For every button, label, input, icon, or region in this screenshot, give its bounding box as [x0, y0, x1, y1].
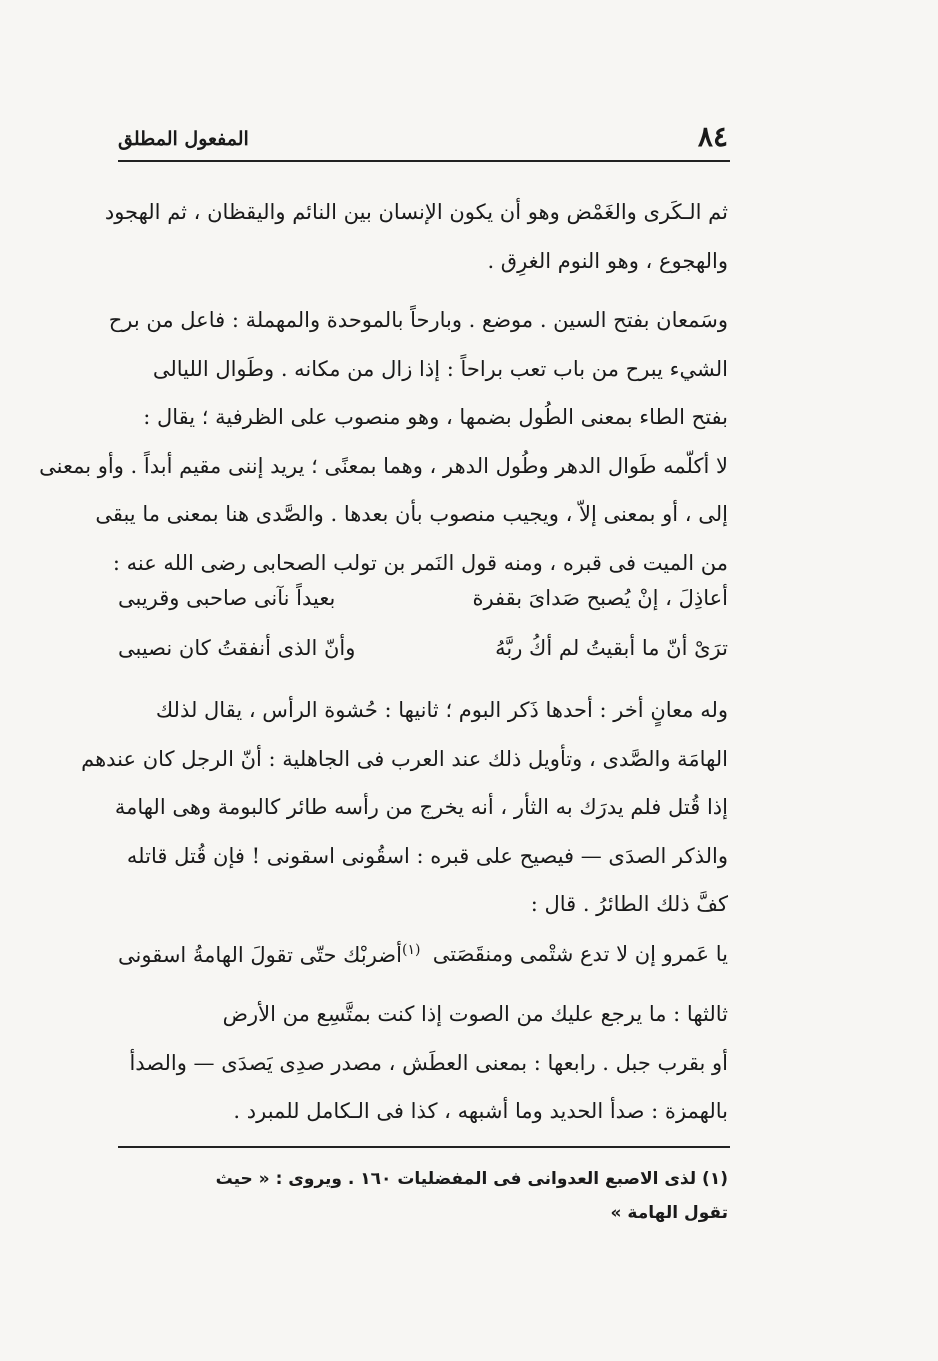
verse-line-2 — [118, 636, 728, 686]
text-line: ثم الـكَرى والغَمْض وهو أن يكون الإنسان بين النائم واليقظان ، ثم الهجود — [104, 200, 728, 224]
paragraph-2 — [39, 296, 728, 587]
verse-line-3 — [118, 942, 728, 992]
footnote-divider — [118, 1146, 730, 1148]
paragraph-1 — [104, 188, 728, 285]
text-line: ثالثها : ما يرجع عليك من الصوت إذا كنت بمتَّسِع من الأرض — [222, 1002, 728, 1026]
text-line: بالهمزة : صدأ الحديد وما أشبهه ، كذا فى الـكامل للمبرد . — [233, 1099, 728, 1123]
footnote-marker: (١) — [401, 942, 421, 958]
text-line: الشيء يبرح من باب تعب براحاً : إذا زال من مكانه . وطَوال الليالى — [152, 356, 728, 381]
text-line: إلى ، أو بمعنى إلاّ ، ويجيب منصوب بأن بعدها . والصَّدى هنا بمعنى ما يبقى — [95, 502, 728, 526]
text-line: والذكر الصدَى — فيصيح على قبره : اسقُونى اسقونى ! فإن قُتل قاتله — [126, 843, 728, 868]
first-hemistich: ترَىْ أنّ ما أبقيتُ لم أكُ ربَّهُ — [495, 636, 728, 660]
second-hemistich: أضربْك حتّى تقولَ الهامةُ اسقونى — [118, 943, 402, 967]
second-hemistich: وأنّ الذى أنفقتُ كان نصيبى — [118, 636, 356, 660]
footnote-line: (١) لذى الاصبع العدوانى فى المفضليات ١٦٠ . ويروى : « حيث — [215, 1169, 728, 1189]
paragraph-3 — [81, 686, 728, 929]
text-line: بفتح الطاء بمعنى الطُول بضمها ، وهو منصوب على الظرفية ؛ يقال : — [143, 405, 728, 429]
running-title: المفعول المطلق — [118, 128, 249, 150]
verse-line-1 — [118, 586, 728, 636]
text-line: أو بقرب جبل . رابعها : بمعنى العطَش ، مصدر صدِى يَصدَى — والصدأ — [129, 1050, 728, 1075]
text-line: كفَّ ذلك الطائرُ . قال : — [530, 892, 728, 916]
first-hemistich: يا عَمرو إن لا تدع شتْمى ومنقَصَتى — [432, 942, 728, 966]
text-line: وسَمعان بفتح السين . موضع . وبارحاً بالموحدة والمهملة : فاعل من برح — [108, 308, 728, 332]
first-hemistich: أعاذِلَ ، إنْ يُصبح صَداىَ بقفرة — [472, 586, 728, 610]
paragraph-4 — [118, 990, 728, 1136]
footnote — [118, 1162, 728, 1230]
page-header — [118, 118, 728, 158]
text-line: وله معانٍ أخر : أحدها ذَكر البوم ؛ ثانيها : حُشوة الرأس ، يقال لذلك — [155, 698, 728, 722]
text-line: الهامَة والصَّدى ، وتأويل ذلك عند العرب فى الجاهلية : أنّ الرجل كان عندهم — [81, 746, 728, 771]
second-hemistich-wrap — [118, 942, 420, 967]
text-line: من الميت فى قبره ، ومنه قول النَمر بن تولب الصحابى رضى الله عنه : — [112, 550, 728, 575]
header-divider — [118, 160, 730, 162]
second-hemistich: بعيداً نآنى صاحبى وقريبى — [118, 586, 336, 610]
footnote-line: تقول الهامة » — [610, 1203, 728, 1223]
text-line: إذا قُتل فلم يدرَك به الثأر ، أنه يخرج من رأسه طائر كالبومة وهى الهامة — [114, 795, 728, 819]
text-line: والهجوع ، وهو النوم الغرِق . — [487, 248, 728, 273]
text-line: لا أكلّمه طَوال الدهر وطُول الدهر ، وهما بمعنًى ؛ يريد إننى مقيم أبداً . وأو بمعنى — [39, 453, 728, 478]
page-number: ٨٤ — [697, 120, 728, 153]
